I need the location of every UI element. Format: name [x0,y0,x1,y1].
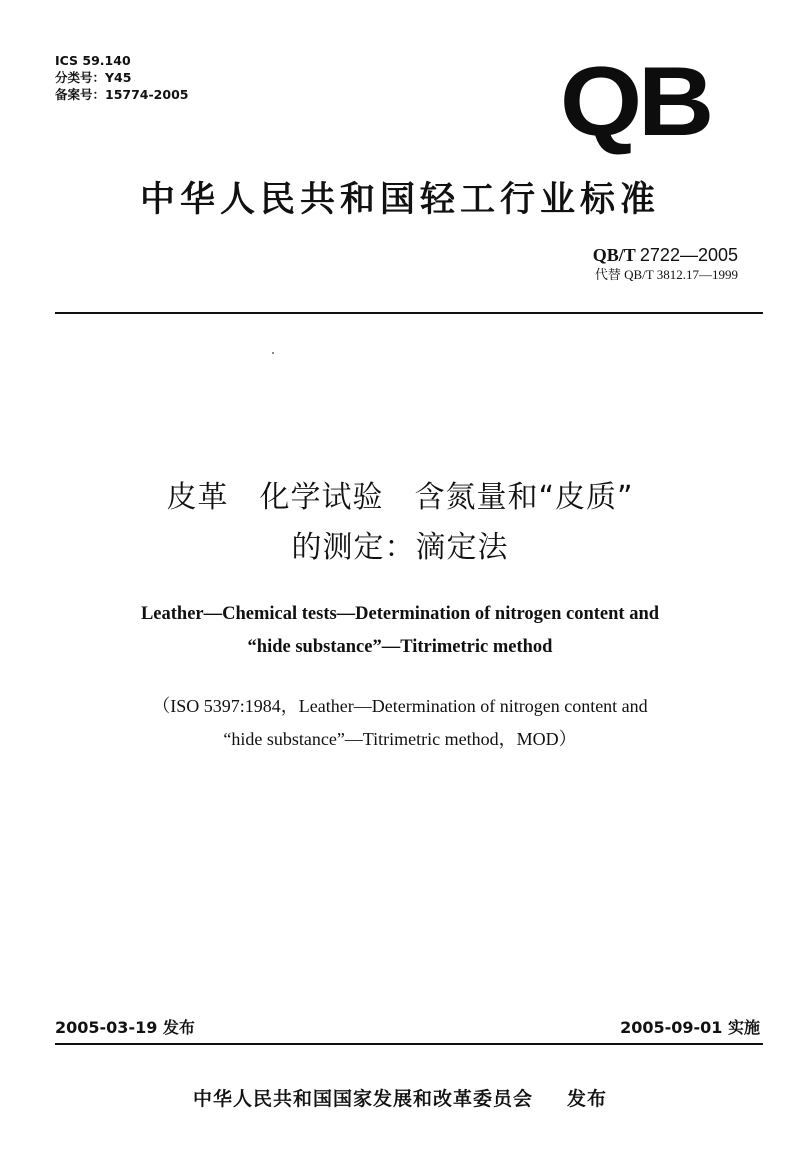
implementation-date: 2005-09-01 实施 [620,1018,760,1037]
publisher-action: 发布 [567,1088,608,1110]
qb-logo: QB [559,46,710,156]
standard-number: 2722—2005 [639,245,738,265]
publisher-name: 中华人民共和国国家发展和改革委员会 [192,1088,533,1110]
metadata-block [55,52,188,103]
iso-ref-line1: （ISO 5397:1984，Leather—Determination of nitrogen content and [152,696,648,716]
standard-code-block [593,244,738,284]
bottom-divider [55,1043,763,1045]
title-en-line1: Leather—Chemical tests—Determination of nitrogen content and [140,604,660,624]
title-cn-line1: 皮革 化学试验 含氮量和“皮质” [166,480,634,515]
issue-date: 2005-03-19 发布 [55,1018,195,1037]
ics-code: ICS 59.140 [55,53,131,68]
org-title: 中华人民共和国轻工行业标准 [139,180,660,220]
record-number: 备案号：15774-2005 [55,87,189,102]
classification-number: 分类号：Y45 [55,70,132,85]
scan-speck [272,352,274,354]
replaces-standard: 代替 QB/T 3812.17—1999 [594,267,738,282]
title-en-line2: “hide substance”—Titrimetric method [247,637,553,657]
title-cn-line2: 的测定：滴定法 [291,530,509,565]
standard-code [593,244,738,266]
standard-prefix: QB/T [592,245,640,265]
top-divider [55,312,763,314]
iso-ref-line2: “hide substance”—Titrimetric method，MOD） [223,729,577,749]
publisher-line [0,1084,800,1111]
